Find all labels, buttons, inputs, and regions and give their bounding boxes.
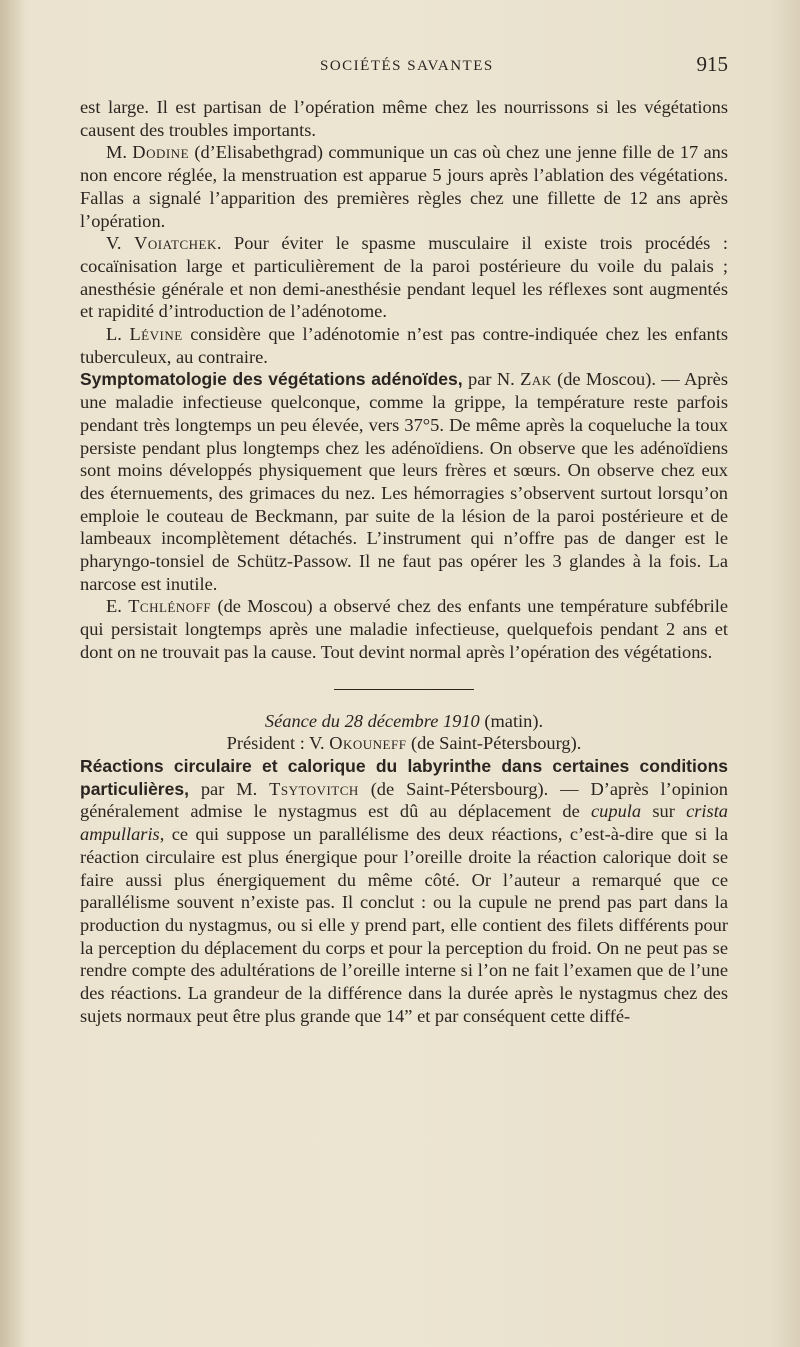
- paragraph-continuation: est large. Il est partisan de l’opération même chez les nourrissons si les végétations causent des troubles importants.: [80, 97, 728, 140]
- section-divider: [334, 689, 474, 690]
- author-name: Okouneff: [329, 733, 407, 754]
- author-name: Lévine: [129, 324, 183, 345]
- term-cupula: cupula: [591, 801, 642, 822]
- author-name: Voiatchek: [134, 233, 217, 254]
- section-title: Symptomatologie des végétations adénoïdes,: [80, 369, 463, 390]
- paragraph-tchlenoff: E. Tchlénoff (de Moscou) a observé chez des enfants une température subfébrile qui persistait longtemps après une maladie infectieuse, quelquefois pendant 2 ans et dont on ne trouvait pas la cause. Tout devint normal après l’opération des végétations.: [80, 596, 728, 662]
- session-date: Séance du 28 décembre 1910 (matin).: [264, 710, 544, 731]
- paragraph-reactions: Réactions circulaire et calorique du labyrinthe dans certaines conditions particulières, par M. Tsytovitch (de Saint-Pétersbourg). — D’après l’opinion généralement admise le nystagmus est dû au déplacement de cupula sur crista ampullaris, ce qui suppose un parallélisme des deux réactions, c’est-à-dire que si la réaction circulaire est plus énergique pour l’oreille droite la réaction calorique doit se faire aussi plus énergiquement du même côté. Or l’auteur a remarqué que ce parallélisme souvent n’existe pas. Il conclut : ou la cupule ne prend pas part dans la production du nystagmus, ou si elle y prend part, elle contient des filets différents pour la perception du déplacement du corps et pour la perception du froid. On ne peut pas se rendre compte des adultérations de l’oreille interne si l’on ne fait l’examen que de l’une des réactions. La grandeur de la différence dans la durée après le nystagmus chez des sujets normaux peut être plus grande que 14” et par conséquent cette diffé-: [80, 755, 729, 1026]
- article-body: [80, 96, 728, 1027]
- term-crista: crista ampullaris: [80, 801, 729, 845]
- paragraph-levine: L. Lévine considère que l’adénotomie n’est pas contre-indiquée chez les enfants tuberculeux, au contraire.: [80, 324, 728, 367]
- paragraph-voiatchek: V. Voiatchek. Pour éviter le spasme musculaire il existe trois procédés : cocaïnisation large et particulièrement de la paroi postérieure du voile du palais ; anesthésie générale et non demi-anesthésie pendant lequel les réflexes sont augmentés et rapidité d’introduction de l’adénotome.: [80, 233, 728, 322]
- session-president: Président : V. Okouneff (de Saint-Pétersbourg).: [226, 733, 582, 754]
- paragraph-symptomatologie: Symptomatologie des végétations adénoïdes, par N. Zak (de Moscou). — Après une maladie infectieuse quelconque, comme la grippe, la température reste parfois pendant très longtemps un peu élevée, vers 37°5. De même après la coqueluche la toux persiste pendant plus longtemps chez les adénoïdiens. On observe que les adénoïdiens sont moins développés physiquement que leurs frères et sœurs. On observe chez eux des éternuements, des grimaces du nez. Les hémorragies s’observent surtout lorsqu’on emploie le couteau de Beckmann, par suite de la lésion de la paroi postérieure et de lambeaux incomplètement détachés. L’instrument qui n’offre pas de danger est le pharyngo-tonsiel de Schütz-Passow. Il ne faut pas opérer les 3 glandes à la fois. La narcose est inutile.: [80, 369, 728, 594]
- page-edge-shadow: [0, 0, 24, 1347]
- author-name: Zak: [520, 369, 552, 390]
- page-number: 915: [696, 52, 728, 76]
- running-head: SOCIÉTÉS SAVANTES: [320, 58, 494, 74]
- author-name: Tchlénoff: [128, 596, 212, 617]
- page-header: [80, 52, 728, 82]
- section-title: Réactions circulaire et calorique du labyrinthe dans certaines conditions particulières,: [80, 755, 728, 799]
- author-name: Tsytovitch: [269, 778, 359, 799]
- author-name: Dodine: [132, 142, 190, 163]
- paragraph-dodine: M. Dodine (d’Elisabethgrad) communique un cas où chez une jenne fille de 17 ans non encore réglée, la menstruation est apparue 5 jours après l’ablation des végétations. Fallas a signalé l’apparition des premières règles chez une fillette de 12 ans après l’opération.: [80, 142, 728, 231]
